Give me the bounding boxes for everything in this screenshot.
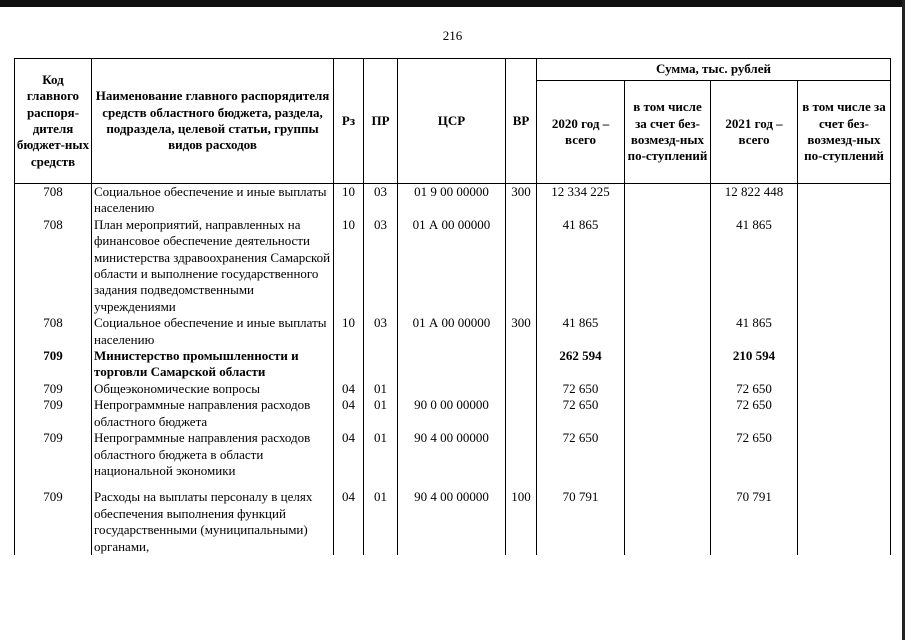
- cell-name: Общеэкономические вопросы: [92, 381, 334, 397]
- cell-name: Социальное обеспечение и иные выплаты населению: [92, 315, 334, 348]
- cell-code: 708: [15, 184, 92, 217]
- cell-pr: 01: [364, 430, 398, 479]
- cell-2020-free: [625, 397, 711, 430]
- cell-rz: [334, 348, 364, 381]
- cell-rz: 04: [334, 430, 364, 479]
- page-number: 216: [442, 28, 463, 43]
- header-code: Код главного распоря-дителя бюджет-ных средств: [15, 59, 92, 184]
- cell-rz: 04: [334, 381, 364, 397]
- cell-csr: 90 4 00 00000: [398, 430, 506, 479]
- cell-rz: 10: [334, 315, 364, 348]
- cell-name: Расходы на выплаты персоналу в целях обеспечения выполнения функций государственными (муниципальными) органами,: [92, 489, 334, 555]
- cell-2020-total: 72 650: [537, 381, 625, 397]
- cell-pr: 03: [364, 217, 398, 315]
- cell-code: 708: [15, 217, 92, 315]
- cell-2020-total: 262 594: [537, 348, 625, 381]
- cell-2021-total: 210 594: [711, 348, 798, 381]
- cell-2021-total: 72 650: [711, 430, 798, 479]
- cell-rz: 10: [334, 217, 364, 315]
- cell-pr: 01: [364, 381, 398, 397]
- cell-2021-total: 41 865: [711, 217, 798, 315]
- cell-2021-free: [798, 184, 891, 217]
- cell-2021-free: [798, 397, 891, 430]
- table-row: [15, 381, 891, 397]
- header-vr: ВР: [506, 59, 537, 184]
- cell-csr: 01 9 00 00000: [398, 184, 506, 217]
- cell-2021-total: 72 650: [711, 381, 798, 397]
- cell-2021-total: 70 791: [711, 489, 798, 555]
- scan-top-edge: [0, 0, 905, 7]
- cell-vr: [506, 348, 537, 381]
- header-rz: Рз: [334, 59, 364, 184]
- cell-2021-free: [798, 315, 891, 348]
- cell-code: 709: [15, 489, 92, 555]
- table-row: [15, 489, 891, 555]
- table-row: [15, 217, 891, 315]
- cell-name: Непрограммные направления расходов областного бюджета: [92, 397, 334, 430]
- cell-csr: [398, 348, 506, 381]
- budget-table: [14, 58, 891, 555]
- cell-2021-free: [798, 217, 891, 315]
- cell-pr: 01: [364, 489, 398, 555]
- cell-name: Непрограммные направления расходов областного бюджета в области национальной экономики: [92, 430, 334, 479]
- cell-csr: 90 0 00 00000: [398, 397, 506, 430]
- cell-csr: 90 4 00 00000: [398, 489, 506, 555]
- table-row: [15, 315, 891, 348]
- cell-vr: 300: [506, 315, 537, 348]
- cell-2021-free: [798, 348, 891, 381]
- cell-2020-free: [625, 348, 711, 381]
- cell-code: 709: [15, 348, 92, 381]
- header-sum-group: Сумма, тыс. рублей: [537, 59, 891, 81]
- cell-vr: [506, 217, 537, 315]
- header-name: Наименование главного распорядителя средств областного бюджета, раздела, подраздела, целевой статьи, группы видов расходов: [92, 59, 334, 184]
- cell-2020-total: 41 865: [537, 315, 625, 348]
- header-2020-free: в том числе за счет без-возмезд-ных по-ступлений: [625, 81, 711, 184]
- cell-2020-free: [625, 381, 711, 397]
- table-row-ministry: [15, 348, 891, 381]
- cell-name: Социальное обеспечение и иные выплаты населению: [92, 184, 334, 217]
- row-gap: [15, 479, 891, 489]
- cell-2020-free: [625, 430, 711, 479]
- header-csr: ЦСР: [398, 59, 506, 184]
- cell-2020-total: 72 650: [537, 397, 625, 430]
- cell-2020-total: 12 334 225: [537, 184, 625, 217]
- cell-rz: 04: [334, 397, 364, 430]
- cell-rz: 04: [334, 489, 364, 555]
- cell-name: Министерство промышленности и торговли Самарской области: [92, 348, 334, 381]
- cell-2021-total: 72 650: [711, 397, 798, 430]
- header-row-1: [15, 59, 891, 81]
- cell-2021-free: [798, 430, 891, 479]
- cell-pr: 01: [364, 397, 398, 430]
- header-pr: ПР: [364, 59, 398, 184]
- table-row: [15, 184, 891, 217]
- header-2021-free: в том числе за счет без-возмезд-ных по-ступлений: [798, 81, 891, 184]
- header-2021-total: 2021 год – всего: [711, 81, 798, 184]
- cell-2021-total: 41 865: [711, 315, 798, 348]
- cell-2020-free: [625, 315, 711, 348]
- cell-2021-free: [798, 489, 891, 555]
- cell-vr: [506, 397, 537, 430]
- cell-2020-total: 41 865: [537, 217, 625, 315]
- cell-csr: 01 А 00 00000: [398, 217, 506, 315]
- cell-pr: 03: [364, 184, 398, 217]
- cell-code: 709: [15, 381, 92, 397]
- cell-2020-free: [625, 184, 711, 217]
- cell-2021-free: [798, 381, 891, 397]
- cell-vr: 300: [506, 184, 537, 217]
- cell-2020-total: 70 791: [537, 489, 625, 555]
- table-row: [15, 430, 891, 479]
- cell-name: План мероприятий, направленных на финансовое обеспечение деятельности министерства здравоохранения Самарской области и выполнение государственного задания подведомственными учреждениями: [92, 217, 334, 315]
- cell-csr: 01 А 00 00000: [398, 315, 506, 348]
- cell-rz: 10: [334, 184, 364, 217]
- cell-vr: [506, 430, 537, 479]
- cell-code: 708: [15, 315, 92, 348]
- cell-code: 709: [15, 430, 92, 479]
- table-row: [15, 397, 891, 430]
- cell-vr: [506, 381, 537, 397]
- cell-2020-free: [625, 217, 711, 315]
- cell-code: 709: [15, 397, 92, 430]
- cell-vr: 100: [506, 489, 537, 555]
- cell-pr: 03: [364, 315, 398, 348]
- cell-2020-free: [625, 489, 711, 555]
- cell-pr: [364, 348, 398, 381]
- cell-csr: [398, 381, 506, 397]
- header-2020-total: 2020 год – всего: [537, 81, 625, 184]
- cell-2020-total: 72 650: [537, 430, 625, 479]
- cell-2021-total: 12 822 448: [711, 184, 798, 217]
